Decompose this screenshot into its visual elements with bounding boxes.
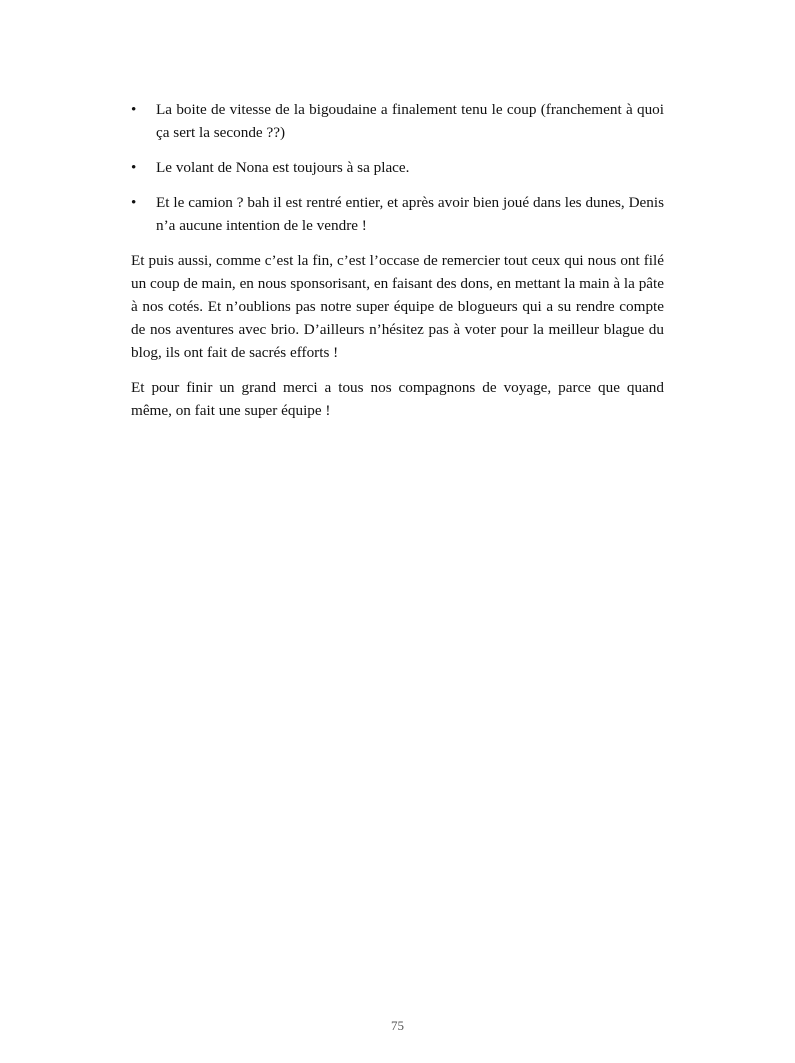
list-item-text: Et le camion ? bah il est rentré entier, et après avoir bien joué dans les dunes, Denis n’a aucune intention de le vendre ! (156, 194, 664, 234)
list-item (131, 98, 664, 144)
paragraph-closing: Et pour finir un grand merci a tous nos compagnons de voyage, parce que quand même, on fait une super équipe ! (131, 379, 664, 419)
bullet-icon: • (131, 101, 137, 118)
list-item (131, 191, 664, 237)
list-item-text: Le volant de Nona est toujours à sa place. (156, 159, 410, 176)
bullet-icon: • (131, 159, 137, 176)
page-body (131, 98, 664, 434)
paragraph-thanks: Et puis aussi, comme c’est la fin, c’est l’occase de remercier tout ceux qui nous ont filé un coup de main, en nous sponsorisant, en faisant des dons, en mettant la main à la pâte à nos cotés. Et n’oublions pas notre super équipe de blogueurs qui a su rendre compte de nos aventures avec brio. D’ailleurs n’hésitez pas à voter pour la meilleur blague du blog, ils ont fait de sacrés efforts ! (131, 252, 664, 361)
page-number: 75 (391, 1018, 404, 1033)
list-item (131, 156, 664, 179)
bullet-list (131, 98, 664, 237)
bullet-icon: • (131, 194, 137, 211)
list-item-text: La boite de vitesse de la bigoudaine a finalement tenu le coup (franchement à quoi ça sert la seconde ??) (156, 101, 664, 141)
